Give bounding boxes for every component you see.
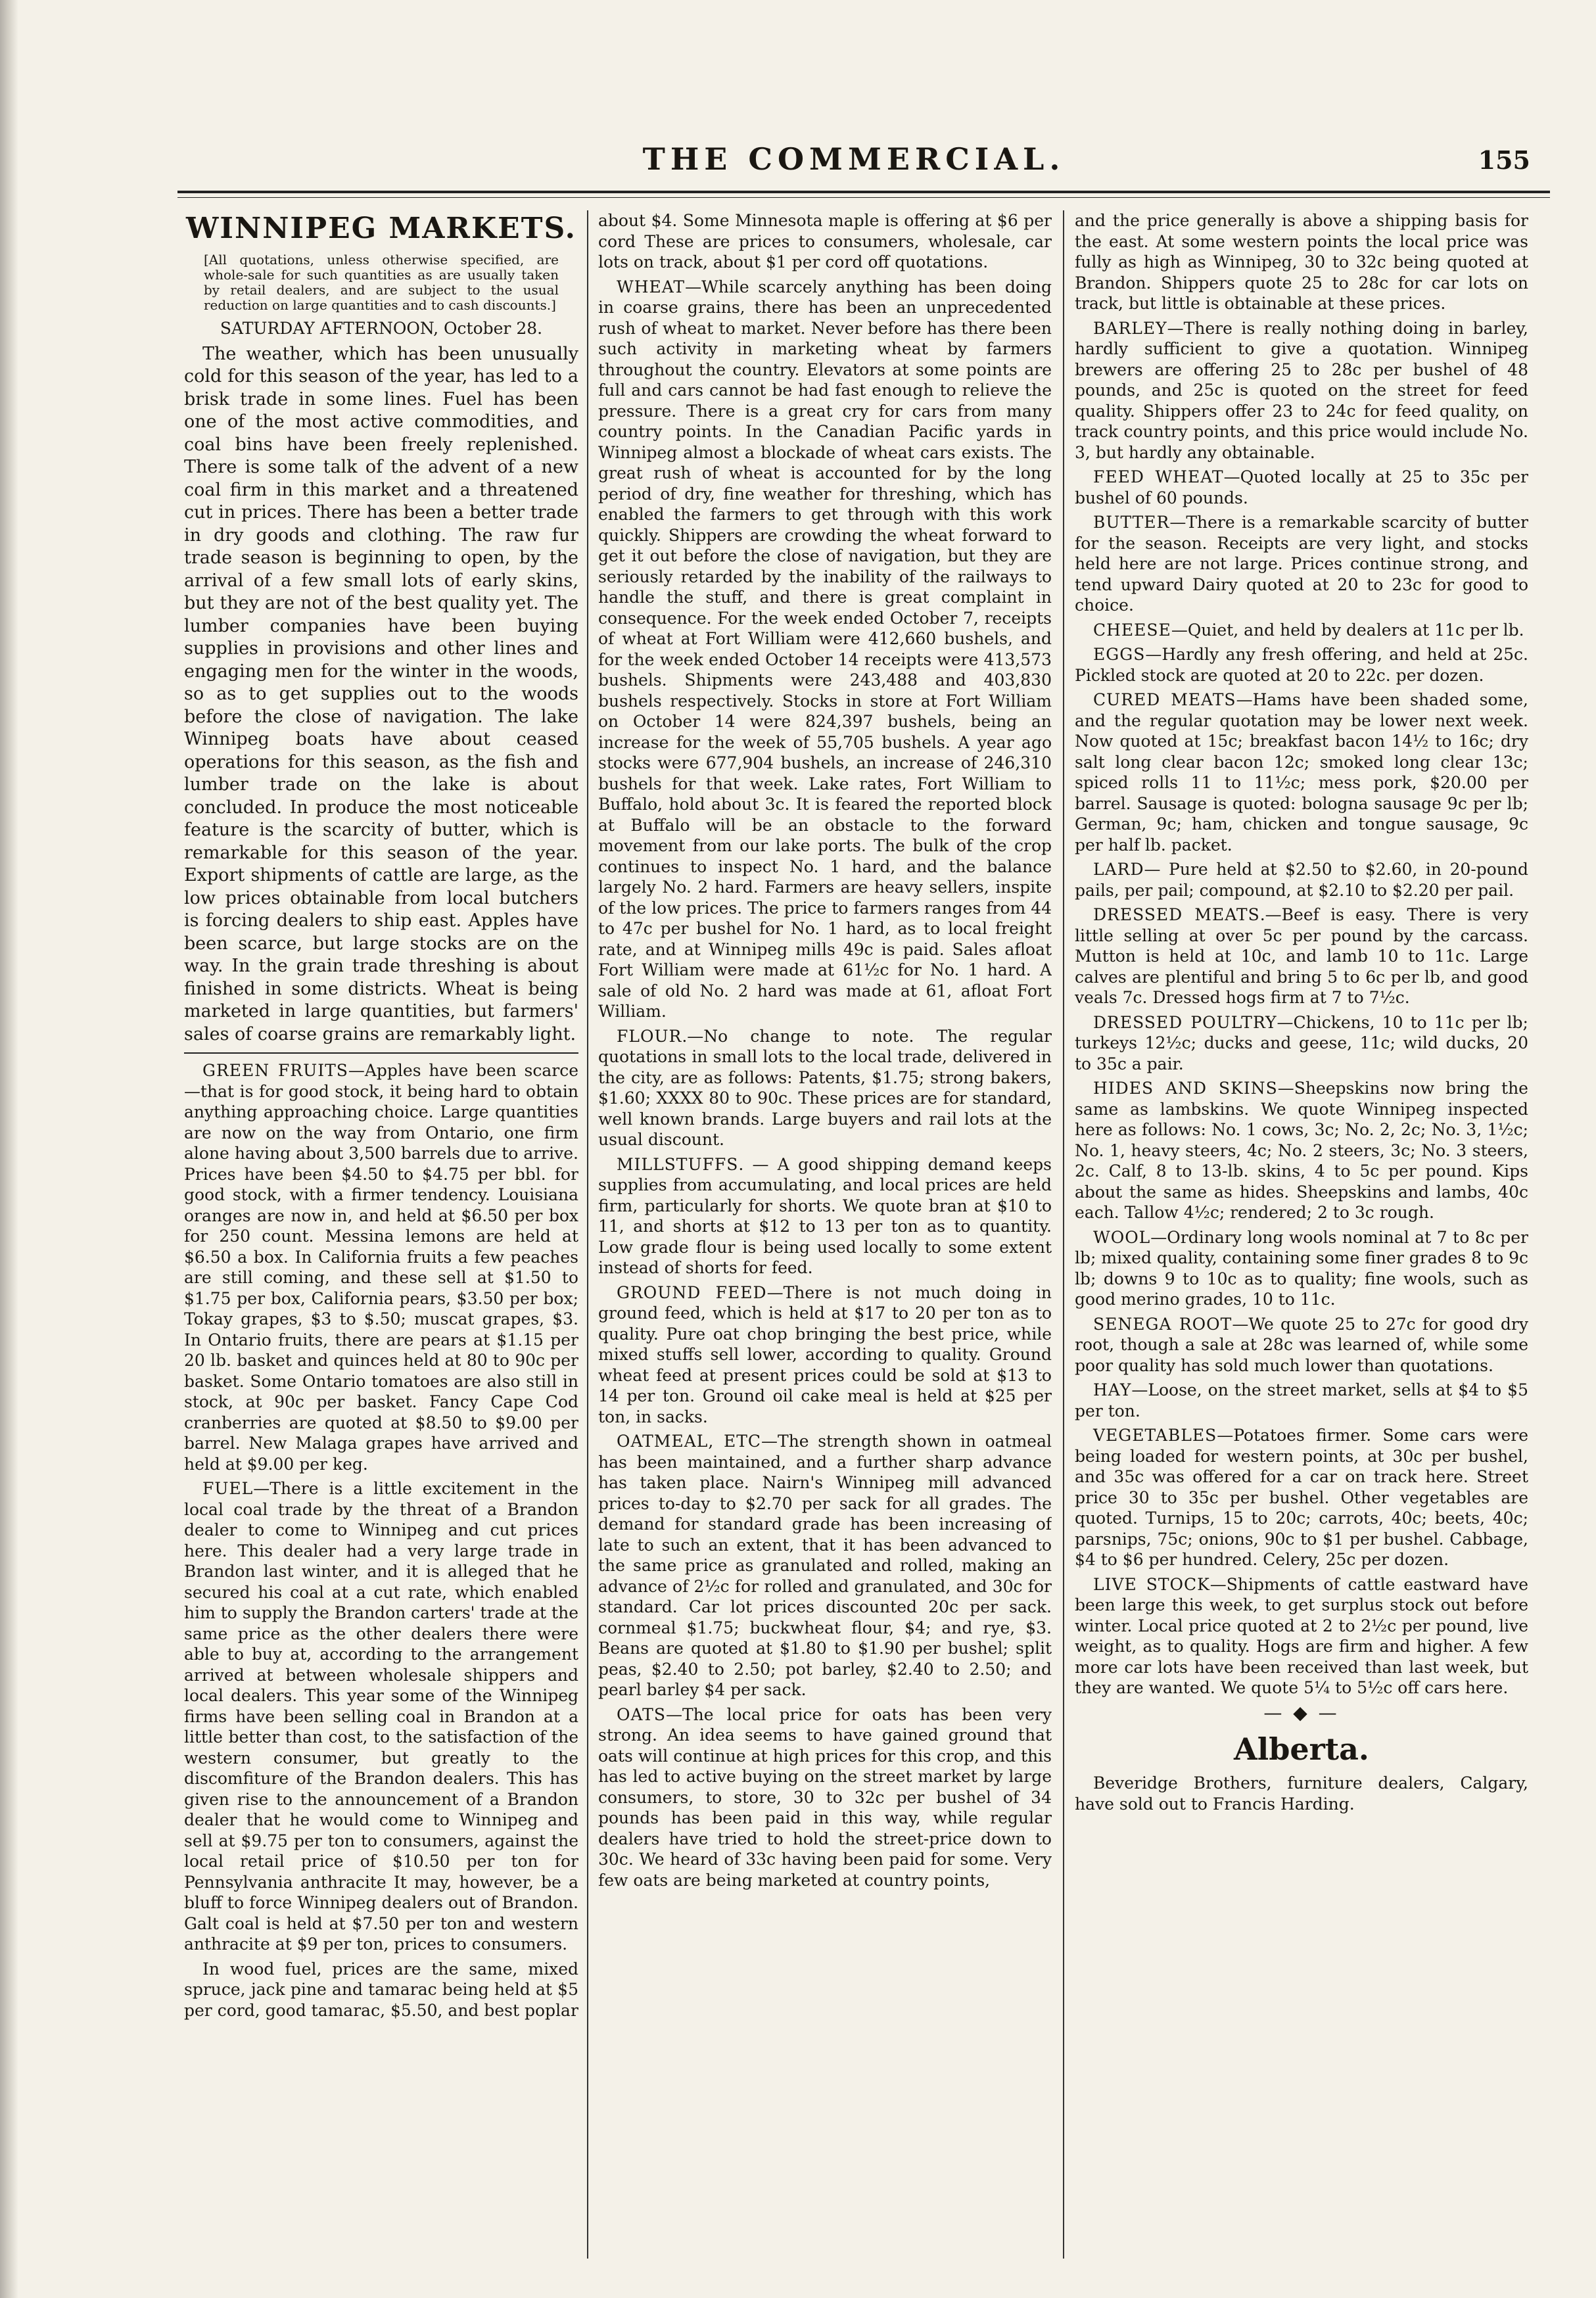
paragraph-text: —The local price for oats has been very strong. An idea seems to have gained ground that oats will continue at high prices for this crop, and this has led to active buying on the street market by large consumers, to store, 30 to 32c per bushel of 34 pounds has been paid in this way, while regular dealers have tried to hold the street-price down to 30c. We heard of 33c having been paid for some. Very few oats are being marketed at country points, <box>598 1704 1052 1890</box>
subhead: FLOUR <box>617 1026 682 1046</box>
section-heading: WINNIPEG MARKETS. <box>186 212 576 245</box>
paragraph-text: —Quiet, and held by dealers at 11c per lb. <box>1171 620 1524 640</box>
ornament-divider: — ◆ — <box>1263 1701 1340 1724</box>
subhead: GROUND FEED <box>617 1282 767 1302</box>
subhead: EGGS <box>1093 645 1146 664</box>
subhead: HIDES AND SKINS <box>1093 1079 1278 1098</box>
subhead: BARLEY <box>1093 318 1167 338</box>
subhead: CURED MEATS <box>1093 690 1236 709</box>
subhead: FUEL <box>202 1479 254 1498</box>
subhead: LIVE STOCK <box>1093 1574 1210 1594</box>
paragraph-cheese <box>1075 620 1528 641</box>
paragraph-text: —Hams have been shaded some, and the regular quotation may be lower next week. Now quoted at 15c; breakfast bacon 14½ to 16c; dry salt long clear bacon 12c; smoked long clear 13c; spiced rolls 11 to 11½c; mess pork, $20.00 per barrel. Sausage is quoted: bologna sausage 9c per lb; German, 9c; ham, chicken and tongue sausage, 9c per half lb. packet. <box>1075 690 1528 855</box>
paragraph-hay <box>1075 1380 1528 1421</box>
subhead: DRESSED MEATS <box>1093 905 1260 924</box>
paragraph-text: —While scarcely anything has been doing in coarse grains, there has been an unprecedented rush of wheat to market. Never before has there been such activity in marketing wheat by farmers throughout the country. Elevators at some points are full and cars cannot be had fast enough to relieve the pressure. There is a great cry for cars from many country points. In the Canadian Pacific yards in Winnipeg almost a blockade of wheat cars exists. The great rush of wheat is accounted for by the long period of dry, fine weather for threshing, which has enabled the farmers to get through with this work quickly. Shippers are crowding the wheat forward to get it out before the close of navigation, but they are seriously retarded by the inability of the railways to handle the stuff, and there is great complaint in consequence. For the week ended October 7, receipts of wheat at Fort William were 412,660 bushels, and for the week ended October 14 receipts were 413,573 bushels. Shipments were 243,488 and 403,830 bushels respectively. Stocks in store at Fort William on October 14 were 824,397 bushels, being an increase for the week of 55,705 bushels. A year ago stocks were 677,904 bushels, an increase of 246,310 bushels for that week. Lake rates, Fort William to Buffalo, hold about 3c. It is feared the reported block at Buffalo will be an obstacle to the forward movement from our lake ports. The bulk of the crop continues to inspect No. 1 hard, and the balance largely No. 2 hard. Farmers are heavy sellers, inspite of the low prices. The price to farmers ranges from 44 to 47c per bushel for No. 1 hard, as to local freight rate, and at Winnipeg mills 49c is paid. Sales afloat Fort William were made at 61½c for No. 1 hard. A sale of old No. 2 hard was made at 61, afloat Fort William. <box>598 277 1052 1021</box>
paragraph-lard <box>1075 859 1528 901</box>
paragraph-wool <box>1075 1227 1528 1310</box>
section-heading-alberta: Alberta. <box>1234 1731 1369 1767</box>
subhead: CHEESE <box>1093 620 1171 640</box>
paragraph-text: —Shipments of cattle eastward have been large this week, to get surplus stock out before winter. Local price quoted at 2 to 2½c per pound, live weight, as to quality. Hogs are firm and higher. A few more car lots have been received than last week, but they are wanted. We quote 5¼ to 5½c off cars here. <box>1075 1574 1528 1697</box>
paragraph-text: .—Beef is easy. There is very little selling at over 5c per pound by the carcass. Mutton is held at 10c, and lamb 10 to 11c. Large calves are plentiful and bring 5 to 6c per lb, and good veals 7c. Dressed hogs firm at 7 to 7½c. <box>1075 905 1528 1007</box>
column-divider <box>587 210 588 2259</box>
subhead: VEGETABLES <box>1093 1426 1217 1445</box>
paragraph-text: — Pure held at $2.50 to $2.60, in 20-pound pails, per pail; compound, at $2.10 to $2.20 per pail. <box>1075 860 1528 900</box>
paragraph-text: —Quoted locally at 25 to 35c per bushel of 60 pounds. <box>1075 467 1528 507</box>
subhead: OATMEAL, ETC <box>617 1432 762 1451</box>
intro-paragraph: The weather, which has been unusually cold for this season of the year, has led to a brisk trade in some lines. Fuel has been one of the most active commodities, and coal bins have been freely replenished. There is some talk of the advent of a new coal firm in this market and a threatened cut in prices. There has been a better trade in dry goods and clothing. The raw fur trade season is beginning to open, by the arrival of a few small lots of early skins, but they are not of the best quality yet. The lumber companies have been buying supplies in provisions and other lines and engaging men for the winter in the woods, so as to get supplies out to the woods before the close of navigation. The lake Winnipeg boats have about ceased operations for this season, as the fish and lumber trade on the lake is about concluded. In produce the most noticeable feature is the scarcity of butter, which is remarkable for this season of the year. Export shipments of cattle are large, as the low prices obtainable from local butchers is forcing dealers to ship east. Apples have been scarce, but large stocks are on the way. In the grain trade threshing is about finished in some districts. Wheat is being marketed in large quantities, but farmers' sales of coarse grains are remarkably light. <box>184 343 578 1044</box>
paragraph-cured-meats <box>1075 690 1528 855</box>
paragraph-text: —There is a remarkable scarcity of butter for the season. Receipts are very light, and stocks held here are not large. Prices continue strong, and tend upward Dairy quoted at 20 to 23c for good to choice. <box>1075 513 1528 615</box>
paragraph-continued: about $4. Some Minnesota maple is offering at $6 per cord These are prices to consumers, wholesale, car lots on track, about $1 per cord off quotations. <box>598 211 1052 271</box>
paragraph-text: —Ordinary long wools nominal at 7 to 8c per lb; mixed quality, containing some finer grades 8 to 9c lb; downs 9 to 10c as to quality; fine wools, such as good merino grades, 10 to 11c. <box>1075 1227 1528 1309</box>
paragraph-ground-feed <box>598 1282 1052 1428</box>
paragraph-continued: and the price generally is above a shipping basis for the east. At some western points the local price was fully as high as Winnipeg, 30 to 32c being quoted at Brandon. Shippers quote 25 to 28c for car lots on track, but little is obtainable at these prices. <box>1075 211 1528 313</box>
paragraph-millstuffs <box>598 1154 1052 1278</box>
subhead: OATS <box>617 1704 666 1724</box>
column-1 <box>184 210 578 2278</box>
paragraph-text: —Sheepskins now bring the same as lambskins. We quote Winnipeg inspected here as follows: No. 1 cows, 3c; No. 2, 2c; No. 3, 1½c; No. 1, heavy steers, 4c; No. 2 steers, 3c; No. 3 steers, 2c. Calf, 8 to 13-lb. skins, 4 to 5c per pound. Kips about the same as hides. Sheepskins and lambs, 40c each. Tallow 4½c; rendered; 2 to 3c rough. <box>1075 1079 1528 1222</box>
subhead: LARD <box>1093 860 1144 879</box>
paragraph-flour <box>598 1026 1052 1150</box>
subhead: FEED WHEAT <box>1093 467 1224 486</box>
paragraph-text: —The strength shown in oatmeal has been maintained, and a further sharp advance has taken place. Nairn's Winnipeg mill advanced prices to-day to $2.70 per sack for all grades. The demand for standard grade has been increasing of late to such an extent, that it has been advanced to the same price as granulated and rolled, making an advance of 2½c for rolled and granulated, and 30c for standard. Car lot prices discounted 20c per sack. cornmeal $1.75; buckwheat flour, $4; and rye, $3. Beans are quoted at $1.80 to $1.90 per bushel; split peas, $2.40 to 2.50; pot barley, $2.40 to 2.50; and pearl barley $4 per sack. <box>598 1432 1052 1699</box>
dateline: SATURDAY AFTERNOON, October 28. <box>220 319 543 338</box>
paragraph-senega <box>1075 1314 1528 1376</box>
subhead: MILLSTUFFS <box>617 1154 739 1174</box>
paragraph-text: —Loose, on the street market, sells at $4 to $5 per ton. <box>1075 1380 1528 1420</box>
masthead <box>151 141 1557 187</box>
paragraph-fuel <box>184 1478 578 1955</box>
subhead: HAY <box>1093 1380 1132 1399</box>
paragraph-green-fruits <box>184 1060 578 1474</box>
paragraph-dressed-meats <box>1075 904 1528 1008</box>
subhead: SENEGA ROOT <box>1093 1314 1232 1334</box>
column-3 <box>1075 210 1528 2278</box>
subhead: GREEN FRUITS <box>202 1061 348 1080</box>
subhead: DRESSED POULTRY <box>1093 1012 1277 1032</box>
page-edge-shadow <box>0 0 18 2298</box>
masthead-title: THE COMMERCIAL. <box>642 141 1066 177</box>
paragraph-live-stock <box>1075 1574 1528 1699</box>
paragraph-butter <box>1075 512 1528 616</box>
column-divider <box>1063 210 1064 2259</box>
column-2 <box>598 210 1052 2278</box>
paragraph-vegetables <box>1075 1425 1528 1570</box>
paragraph-feed-wheat <box>1075 467 1528 508</box>
divider <box>184 1052 578 1054</box>
subhead: BUTTER <box>1093 513 1170 532</box>
paragraph-hides <box>1075 1078 1528 1223</box>
subhead: WOOL <box>1093 1227 1151 1247</box>
paragraph-text: —We quote 25 to 27c for good dry root, though a sale at 28c was learned of, while some poor quality has sold much lower than quotations. <box>1075 1314 1528 1375</box>
paragraph-text: —There is a little excitement in the local coal trade by the threat of a Brandon dealer to come to Winnipeg and cut prices here. This dealer had a very large trade in Brandon last winter, and it is alleged that he secured his coal at a cut rate, which enabled him to supply the Brandon carters' trade at the same price as the other dealers there were able to buy at, according to the arrangement arrived at between wholesale shippers and local dealers. This year some of the Winnipeg firms have been selling coal in Brandon at a little better than cost, to the satisfaction of the western consumer, but greatly to the discomfiture of the Brandon dealers. This has given rise to the announcement of a Brandon dealer that he would come to Winnipeg and sell at $9.75 per ton to consumers, against the local retail price of $10.50 per ton for Pennsylvania anthracite It may, however, be a bluff to force Winnipeg dealers out of Brandon. Galt coal is held at $7.50 per ton and western anthracite at $9 per ton, prices to consumers. <box>184 1479 578 1954</box>
paragraph-text: —Chickens, 10 to 11c per lb; turkeys 12½c; ducks and geese, 11c; wild ducks, 20 to 35c a pair. <box>1075 1012 1528 1073</box>
paragraph-text: —Apples have been scarce—that is for good stock, it being hard to obtain anything approaching choice. Large quantities are now on the way from Ontario, one firm alone having about 3,500 barrels due to arrive. Prices have been $4.50 to $4.75 per bbl. for good stock, with a firmer tendency. Louisiana oranges are now in, and held at $6.50 per box for 250 count. Messina lemons are held at $6.50 a box. In California fruits a few peaches are still coming, and these sell at $1.50 to $1.75 per box, California pears, $3.50 per box; Tokay grapes, $3 to $.50; muscat grapes, $3. In Ontario fruits, there are pears at $1.15 per 20 lb. basket and quinces held at 80 to 90c per basket. Some Ontario tomatoes are also still in stock, at 90c per basket. Fancy Cape Cod cranberries are quoted at $8.50 to $9.00 per barrel. New Malaga grapes have arrived and held at $9.00 per keg. <box>184 1061 578 1474</box>
paragraph-text: . — A good shipping demand keeps supplies from accumulating, and local prices are held firm, particularly for shorts. We quote bran at $10 to 11, and shorts at $12 to 13 per ton as to quantity. Low grade flour is being used locally to some extent instead of shorts for feed. <box>598 1154 1052 1277</box>
quotation-note: [All quotations, unless otherwise specified, are whole-sale for such quantities as are usually taken by retail dealers, and are subject to the usual reduction on large quantities and to cash discounts.] <box>204 252 559 313</box>
paragraph-text: —There is really nothing doing in barley, hardly sufficient to give a quotation. Winnipeg brewers are offering 25 to 28c per bushel of 48 pounds, and 25c is quoted on the street for feed quality. Shippers offer 23 to 24c for feed quality, on track country points, and this price would include No. 3, but hardly any obtainable. <box>1075 318 1528 462</box>
paragraph-text: —There is not much doing in ground feed, which is held at $17 to 20 per ton as to quality. Pure oat chop bringing the best price, while mixed stuffs sell lower, according to quality. Ground wheat feed at present prices could be sold at $13 to 14 per ton. Ground oil cake meal is held at $25 per ton, in sacks. <box>598 1282 1052 1426</box>
page-number: 155 <box>1478 145 1530 175</box>
paragraph-barley <box>1075 318 1528 463</box>
paragraph-wood: In wood fuel, prices are the same, mixed spruce, jack pine and tamarac being held at $5 per cord, good tamarac, $5.50, and best poplar <box>184 1959 578 2020</box>
masthead-rule <box>177 191 1550 198</box>
paragraph-alberta: Beveridge Brothers, furniture dealers, Calgary, have sold out to Francis Harding. <box>1075 1773 1528 1814</box>
paragraph-eggs <box>1075 644 1528 686</box>
subhead: WHEAT <box>617 277 686 296</box>
paragraph-text: —Potatoes firmer. Some cars were being loaded for western points, at 30c per bushel, and 35c was offered for a car on track here. Street price 30 to 35c per bushel. Other vegetables are quoted. Turnips, 15 to 20c; carrots, 40c; beets, 40c; parsnips, 75c; onions, 90c to $1 per bushel. Cabbage, $4 to $6 per hundred. Celery, 25c per dozen. <box>1075 1426 1528 1569</box>
paragraph-text: .—No change to note. The regular quotations in small lots to the local trade, delivered in the city, are as follows: Patents, $1.75; strong bakers, $1.60; XXXX 80 to 90c. These prices are for standard, well known brands. Large buyers and rail lots at the usual discount. <box>598 1026 1052 1149</box>
paragraph-dressed-poultry <box>1075 1012 1528 1075</box>
paragraph-wheat <box>598 277 1052 1022</box>
paragraph-oatmeal <box>598 1431 1052 1700</box>
paragraph-oats <box>598 1704 1052 1891</box>
paragraph-text: —Hardly any fresh offering, and held at 25c. Pickled stock are quoted at 20 to 22c. per dozen. <box>1075 645 1528 685</box>
